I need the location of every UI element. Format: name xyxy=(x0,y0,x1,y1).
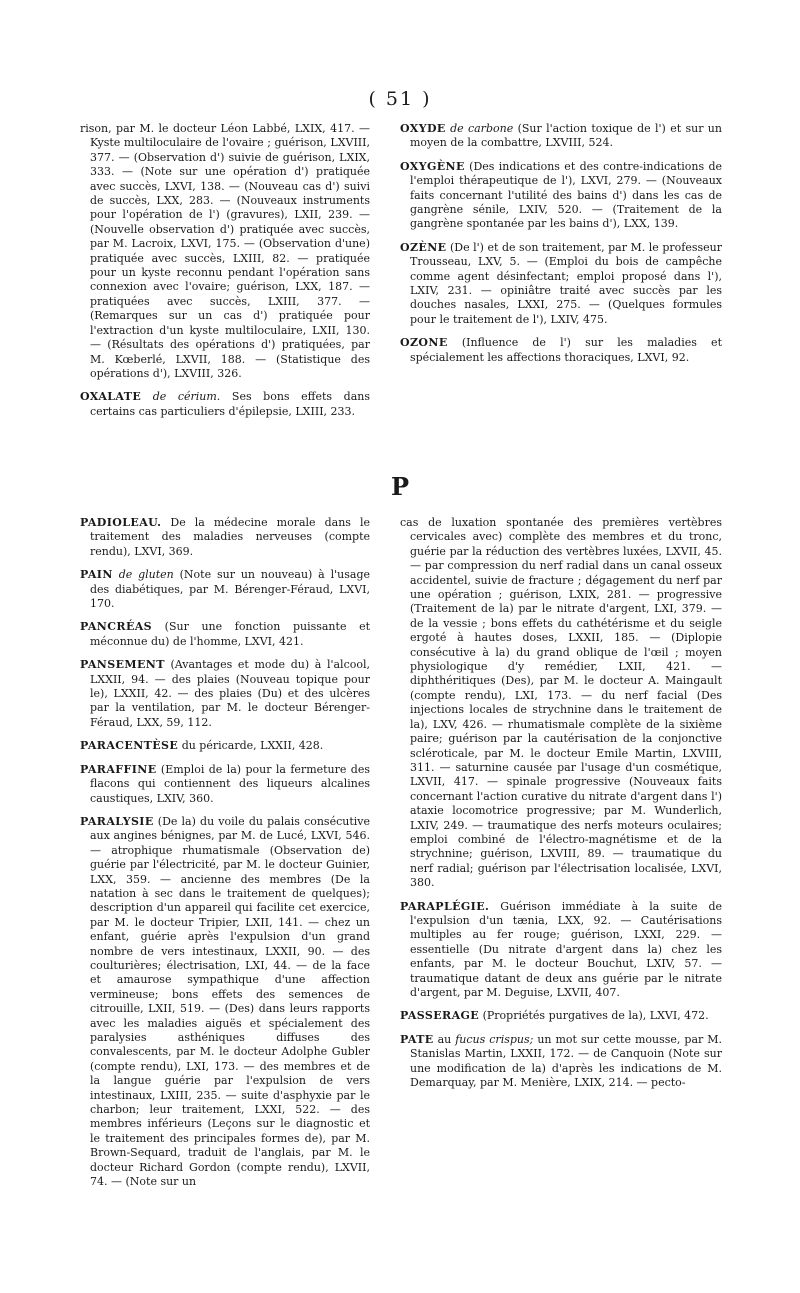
index-entry xyxy=(80,739,370,753)
entry-text: (De la) du voile du palais consécutive aux angines bénignes, par M. de Lucé, LXVI, 546. — atrophique rhumatismale (Observation de) guérie par l'électricité, par M. le docteur Guinier, LXX, 359. — ancienne des membres (De la natation à sec dans le traitement de quelques); description d'un appareil qui facilite cet exercice, par M. le docteur Tripier, LXII, 141. — chez un enfant, guérie après l'expulsion d'un grand nombre de vers intestinaux, LXXII, 90. — des coulturières; électrisation, LXI, 44. — de la face et amaurose sympathique d'une affection vermineuse; bons effets des semences de citrouille, LXII, 519. — (Des) dans leurs rapports avec les maladies aiguës et spécialement des paralysies asthéniques diffuses des convalescents, par M. le docteur Adolphe Gubler (compte rendu), LXI, 173. — des membres et de la langue guérie par l'expulsion de vers intestinaux, LXIII, 235. — suite d'asphyxie par le charbon; leur traitement, LXXI, 522. — des membres inférieurs (Leçons sur le diagnostic et le traitement des principales formes de), par M. Brown-Sequard, traduit de l'anglais, par M. le docteur Richard Gordon (compte rendu), LXVII, 74. — (Note sur un xyxy=(90,814,370,1189)
index-entry xyxy=(400,1033,722,1091)
entry-text: (Sur une fonction puissante et méconnue du) de l'homme, LXVI, 421. xyxy=(90,620,371,648)
entry-headword: PANCRÉAS xyxy=(80,620,153,634)
entry-text: du péricarde, LXXII, 428. xyxy=(181,739,324,753)
index-entry xyxy=(80,815,370,1190)
entry-italic: fucus crispus; xyxy=(455,1032,534,1046)
entry-headword: OXYDE xyxy=(400,122,446,135)
entry-text: cas de luxation spontanée des premières vertèbres cervicales avec) complète des membres et du tronc, guérie par la réduction des vertèbres luxées, LXVII, 45. — par compression du nerf radial dans un canal osseux accidentel, suivie de fracture ; dégagement du nerf par une opération ; guérison, LXIX, 281. — progressive (Traitement de la) par le nitrate d'argent, LXI, 379. — de la vessie ; bons effets du cathétérisme et du seigle ergoté à hautes doses, LXXII, 185. — (Diplopie consécutive à la) du grand oblique de l'œil ; moyen physiologique d'y remédier, LXII, 421. — diphthéritiques (Des), par M. le docteur A. Maingault (compte rendu), LXI, 173. — du nerf facial (Des injections locales de strychnine dans le traitement de la), LXV, 426. — rhumatismale complète de la sixième paire; guérison par la cautérisation de la conjonctive scléroticale, par M. le docteur Emile Martin, LXVIII, 311. — saturnine causée par l'usage d'un cosmétique, LXVII, 417. — spinale progressive (Nouveaux faits concernant l'action curative du nitrate d'argent dans l') ataxie locomotrice progressive; par M. Wunderlich, LXIV, 249. — traumatique des nerfs moteurs oculaires; emploi combiné de l'électro-magnétisme et de la strychnine; guérison, LXVIII, 89. — traumatique du nerf radial; guérison par l'électrisation localisée, LXVI, 380. xyxy=(400,516,722,890)
top-left-column xyxy=(80,122,370,428)
entry-text: (Propriétés purgatives de la), LXVI, 472. xyxy=(482,1009,709,1023)
entry-headword: OZÈNE xyxy=(400,240,447,254)
index-entry xyxy=(80,620,370,649)
index-entry xyxy=(400,1009,722,1023)
index-entry xyxy=(400,900,722,1001)
index-entry xyxy=(400,336,722,365)
index-entry xyxy=(80,390,370,419)
entry-text: (De l') et de son traitement, par M. le professeur Trousseau, LXV, 5. — (Emploi du bois de campêche comme agent désinfectant; emploi proposé dans l'), LXIV, 231. — opiniâtre traité avec succès par les douches nasales, LXXI, 275. — (Quelques formules pour le traitement de l'), LXIV, 475. xyxy=(410,240,722,326)
entry-headword: PARAPLÉGIE. xyxy=(400,899,490,913)
bottom-right-column xyxy=(400,516,722,1099)
page-number: ( 51 ) xyxy=(368,88,432,110)
entry-headword: PATE xyxy=(400,1032,434,1046)
entry-headword: PARACENTÈSE xyxy=(80,739,179,753)
entry-text: (Note sur un nouveau) à l'usage des diabétiques, par M. Bérenger-Féraud, LXVI, 170. xyxy=(90,568,370,611)
index-entry xyxy=(80,658,370,730)
entry-text: (Des indications et des contre-indications de l'emploi thérapeutique de l'), LXVI, 279. — (Nouveaux faits concernant l'utilité des bains d') dans les cas de gangrène sénile, LXIV, 520. — (Traitement de la gangrène spontanée par les bains d'), LXX, 139. xyxy=(410,159,722,231)
index-entry xyxy=(400,122,722,151)
entry-text: (Emploi de la) pour la fermeture des flacons qui contiennent des liqueurs alcalines caustiques, LXIV, 360. xyxy=(90,762,370,805)
entry-text: un mot sur cette mousse, par M. Stanislas Martin, LXXII, 172. — de Canquoin (Note sur une modification de la) d'après les indications de M. Demarquay, par M. Menière, LXIX, 214. — pecto- xyxy=(410,1032,723,1090)
section-letter: P xyxy=(390,472,410,501)
entry-text: Guérison immédiate à la suite de l'expulsion d'un tænia, LXX, 92. — Cautérisations multiples au fer rouge; guérison, LXXI, 229. — essentielle (Du nitrate d'argent dans la) chez les enfants, par M. le docteur Bouchut, LXIV, 57. — traumatique datant de deux ans guérie par le nitrate d'argent, par M. Deguise, LXVII, 407. xyxy=(410,899,723,999)
entry-italic: de carbone xyxy=(450,122,514,135)
index-entry xyxy=(400,516,722,891)
entry-headword: OXALATE xyxy=(80,390,142,404)
entry-italic: de gluten xyxy=(118,568,174,582)
index-entry xyxy=(400,160,722,232)
entry-text: (Influence de l') sur les maladies et spécialement les affections thoraciques, LXVI, 92. xyxy=(410,336,722,364)
entry-headword: OXYGÈNE xyxy=(400,159,465,173)
entry-headword: PASSERAGE xyxy=(400,1009,480,1023)
entry-headword: PADIOLEAU. xyxy=(80,516,162,529)
entry-prefix: au xyxy=(437,1032,452,1046)
entry-text: Ses bons effets dans certains cas particuliers d'épilepsie, LXIII, 233. xyxy=(90,390,370,418)
index-entry xyxy=(400,241,722,327)
entry-headword: OZONE xyxy=(400,336,448,350)
top-right-column xyxy=(400,122,722,374)
entry-headword: PARAFFINE xyxy=(80,762,157,776)
bottom-left-column xyxy=(80,516,370,1198)
entry-headword: PAIN xyxy=(80,568,113,582)
index-entry xyxy=(80,568,370,611)
entry-text: (Sur l'action toxique de l') et sur un moyen de la combattre, LXVIII, 524. xyxy=(410,122,722,150)
entry-text: rison, par M. le docteur Léon Labbé, LXIX, 417. — Kyste multiloculaire de l'ovaire ; guérison, LXVIII, 377. — (Observation d') suivie de guérison, LXIX, 333. — (Note sur une opération d') pratiquée avec succès, LXVI, 138. — (Nouveau cas d') suivi de succès, LXX, 283. — (Nouveaux instruments pour l'opération de l') (gravures), LXII, 239. — (Nouvelle observation d') pratiquée avec succès, par M. Lacroix, LXVI, 175. — (Observation d'une) pratiquée avec succès, LXIII, 82. — pratiquée pour un kyste reconnu pendant l'opération sans connexion avec l'ovaire; guérison, LXX, 187. — pratiquées avec succès, LXIII, 377. — (Remarques sur un cas d') pratiquée pour l'extraction d'un kyste multiloculaire, LXII, 130. — (Résultats des opérations d') pratiquées, par M. Kœberlé, LXVII, 188. — (Statistique des opérations d'), LXVIII, 326. xyxy=(80,122,370,380)
entry-text: (Avantages et mode du) à l'alcool, LXXII, 94. — des plaies (Nouveau topique pour le), LXXII, 42. — des plaies (Du) et des ulcères par la ventilation, par M. le docteur Bérenger-Féraud, LXX, 59, 112. xyxy=(90,658,370,729)
entry-headword: PANSEMENT xyxy=(80,658,165,672)
index-entry xyxy=(80,763,370,806)
index-entry xyxy=(80,122,370,381)
entry-text: De la médecine morale dans le traitement des maladies nerveuses (compte rendu), LXVI, 369. xyxy=(90,516,370,558)
entry-headword: PARALYSIE xyxy=(80,814,154,828)
index-entry xyxy=(80,516,370,559)
entry-italic: de cérium. xyxy=(152,390,221,404)
